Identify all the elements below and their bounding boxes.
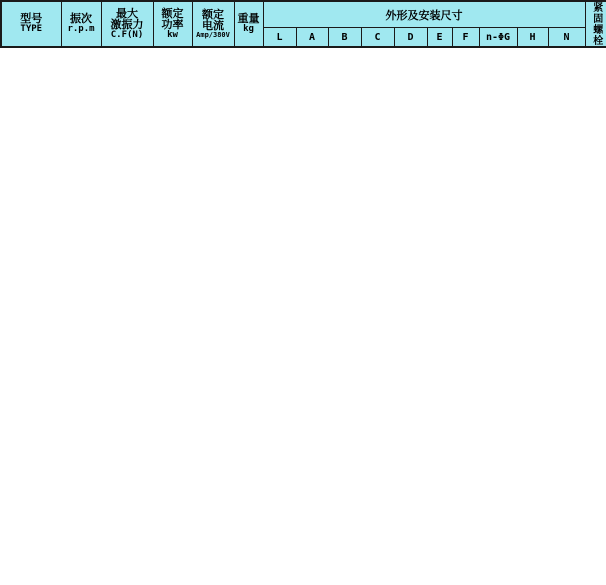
col-header-power-zh1: 额定 xyxy=(161,6,184,20)
col-header-dim-E: E xyxy=(427,28,452,47)
table-header xyxy=(1,1,606,47)
col-header-dimensions-group: 外形及安装尺寸 xyxy=(263,1,585,28)
col-header-rpm xyxy=(61,1,101,47)
col-header-rpm-zh: 振次 xyxy=(70,12,92,26)
col-header-weight-en: kg xyxy=(243,23,254,34)
col-header-weight-zh: 重量 xyxy=(237,12,260,26)
col-header-power-zh2: 功率 xyxy=(161,18,184,32)
col-header-dim-N: N xyxy=(548,28,585,47)
col-header-rpm-en: r.p.m xyxy=(67,23,95,34)
col-header-current-en: Amp/380V xyxy=(196,30,230,39)
col-header-weight xyxy=(234,1,263,47)
col-header-force-zh1: 最大 xyxy=(116,6,138,20)
col-header-current-zh2: 电流 xyxy=(202,19,224,33)
col-header-force-zh2: 激振力 xyxy=(110,18,144,32)
col-header-dim-B: B xyxy=(328,28,361,47)
spec-table xyxy=(0,0,606,48)
col-header-dim-A: A xyxy=(296,28,328,47)
col-header-power xyxy=(153,1,192,47)
col-header-current-zh1: 额定 xyxy=(202,7,224,21)
col-header-force-en: C.F(N) xyxy=(110,29,144,40)
col-header-dim-L: L xyxy=(263,28,296,47)
col-header-power-en: kw xyxy=(167,29,178,40)
col-header-dim-C: C xyxy=(361,28,394,47)
col-header-dim-D: D xyxy=(394,28,427,47)
col-header-force xyxy=(101,1,153,47)
col-header-model xyxy=(1,1,61,47)
col-header-model-en: TYPE xyxy=(20,23,43,34)
col-header-bolt-text: 紧固螺栓 xyxy=(590,2,602,46)
col-header-dim-F: F xyxy=(452,28,479,47)
col-header-current xyxy=(192,1,234,47)
col-header-dim-H: H xyxy=(517,28,548,47)
col-header-dim-nG: n-ΦG xyxy=(479,28,517,47)
col-header-bolt xyxy=(585,1,606,47)
col-header-model-zh: 型号 xyxy=(20,12,43,26)
